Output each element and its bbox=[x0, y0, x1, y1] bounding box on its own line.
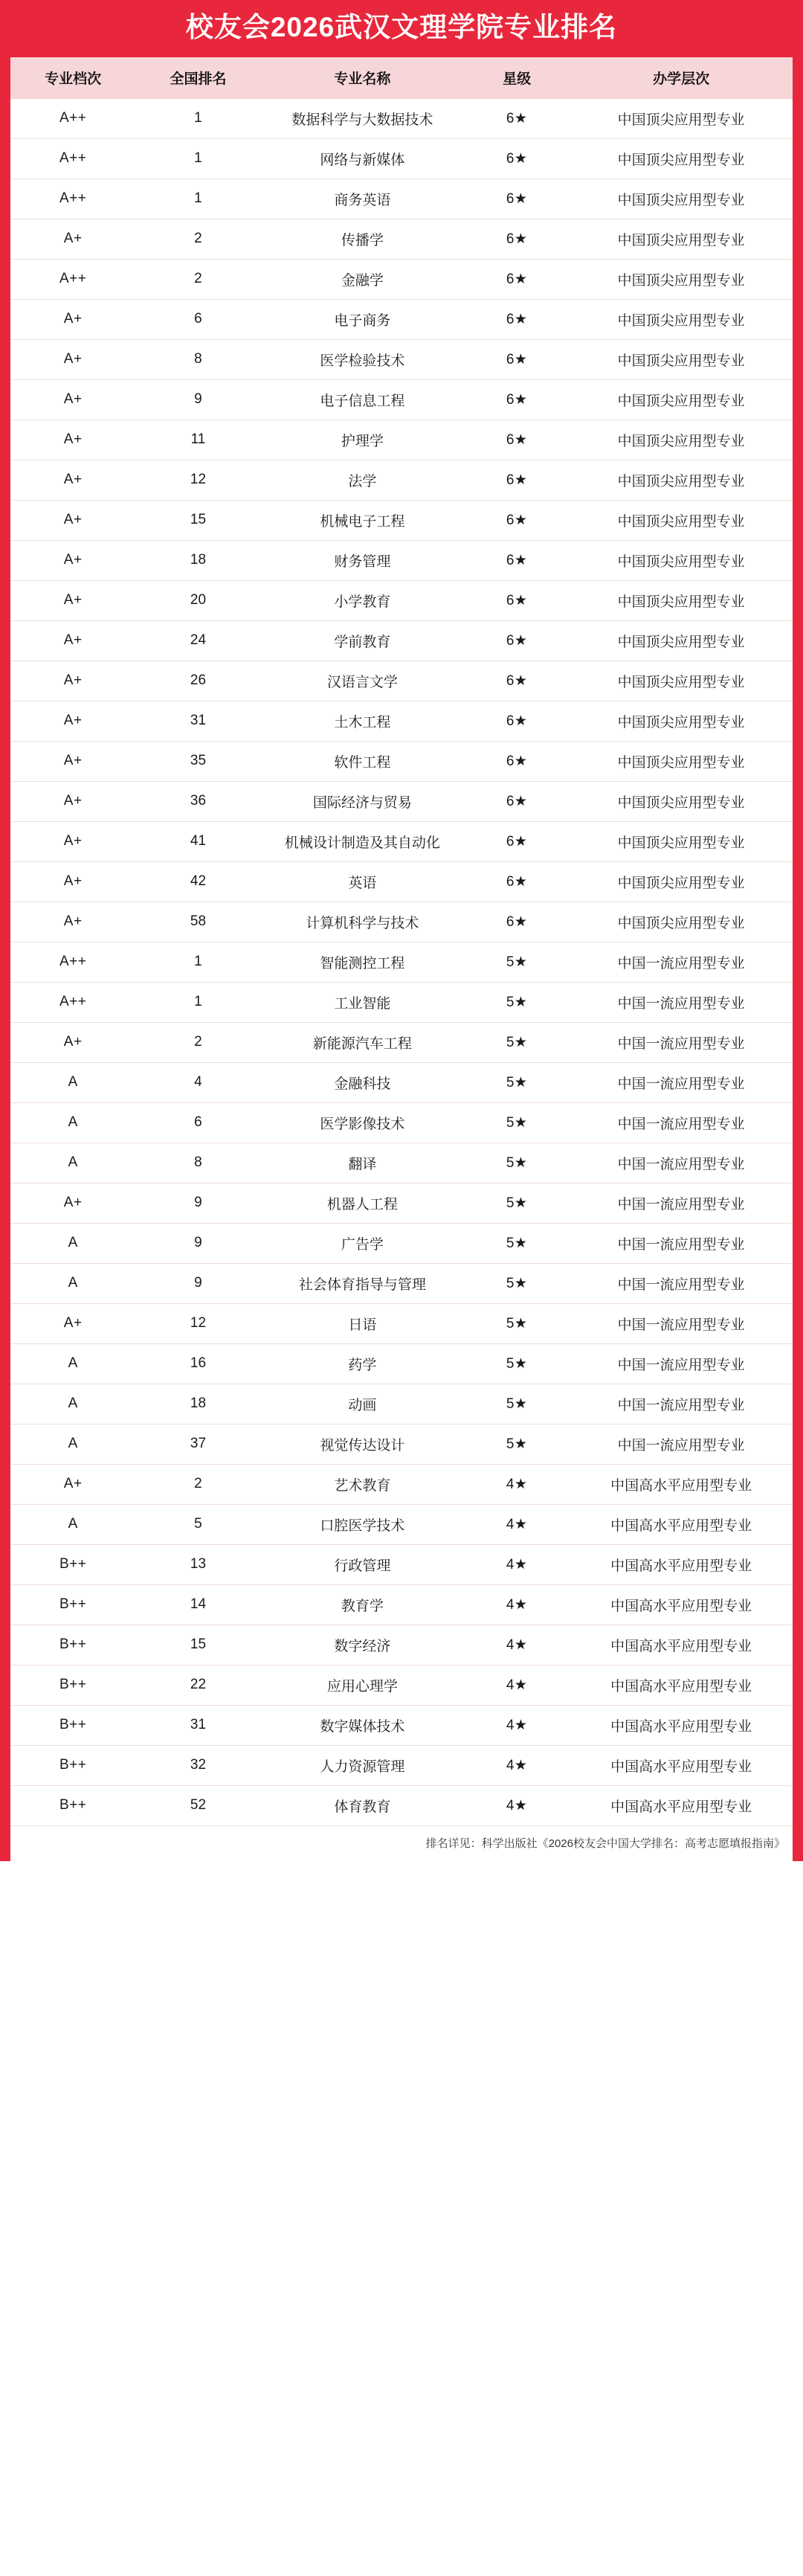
cell-star-level: 6★ bbox=[464, 661, 570, 701]
table-row bbox=[10, 1665, 793, 1705]
cell-major-name: 英语 bbox=[261, 861, 465, 902]
cell-major-name: 网络与新媒体 bbox=[261, 138, 465, 179]
table-row bbox=[10, 1464, 793, 1504]
table-row bbox=[10, 1183, 793, 1223]
cell-tier: 中国顶尖应用型专业 bbox=[570, 219, 793, 259]
cell-grade: B++ bbox=[10, 1544, 135, 1584]
cell-star-level: 4★ bbox=[464, 1625, 570, 1665]
table-row bbox=[10, 339, 793, 379]
cell-national-rank: 41 bbox=[135, 821, 260, 861]
cell-grade: A+ bbox=[10, 902, 135, 942]
cell-star-level: 5★ bbox=[464, 1183, 570, 1223]
cell-tier: 中国一流应用型专业 bbox=[570, 1223, 793, 1263]
cell-grade: A+ bbox=[10, 379, 135, 420]
cell-star-level: 6★ bbox=[464, 379, 570, 420]
table-row bbox=[10, 1022, 793, 1062]
cell-national-rank: 18 bbox=[135, 1384, 260, 1424]
cell-star-level: 5★ bbox=[464, 1143, 570, 1183]
column-header-star-level: 星级 bbox=[464, 57, 570, 99]
cell-star-level: 5★ bbox=[464, 1343, 570, 1384]
cell-tier: 中国顶尖应用型专业 bbox=[570, 259, 793, 299]
cell-grade: A+ bbox=[10, 781, 135, 821]
table-row bbox=[10, 379, 793, 420]
cell-major-name: 动画 bbox=[261, 1384, 465, 1424]
cell-star-level: 6★ bbox=[464, 861, 570, 902]
cell-major-name: 商务英语 bbox=[261, 179, 465, 219]
table-row bbox=[10, 98, 793, 138]
table-header-row bbox=[10, 57, 793, 99]
cell-national-rank: 1 bbox=[135, 982, 260, 1022]
cell-national-rank: 2 bbox=[135, 259, 260, 299]
cell-tier: 中国顶尖应用型专业 bbox=[570, 420, 793, 460]
cell-star-level: 4★ bbox=[464, 1544, 570, 1584]
cell-star-level: 5★ bbox=[464, 1263, 570, 1303]
cell-tier: 中国高水平应用型专业 bbox=[570, 1464, 793, 1504]
cell-star-level: 6★ bbox=[464, 339, 570, 379]
cell-star-level: 6★ bbox=[464, 420, 570, 460]
cell-major-name: 计算机科学与技术 bbox=[261, 902, 465, 942]
cell-grade: A bbox=[10, 1384, 135, 1424]
table-row bbox=[10, 1263, 793, 1303]
cell-major-name: 金融科技 bbox=[261, 1062, 465, 1102]
table-row bbox=[10, 902, 793, 942]
column-header-tier: 办学层次 bbox=[570, 57, 793, 99]
cell-major-name: 传播学 bbox=[261, 219, 465, 259]
cell-tier: 中国一流应用型专业 bbox=[570, 1183, 793, 1223]
cell-national-rank: 35 bbox=[135, 741, 260, 781]
cell-national-rank: 13 bbox=[135, 1544, 260, 1584]
cell-major-name: 土木工程 bbox=[261, 701, 465, 741]
table-row bbox=[10, 1625, 793, 1665]
cell-grade: A+ bbox=[10, 219, 135, 259]
cell-grade: A+ bbox=[10, 339, 135, 379]
cell-national-rank: 8 bbox=[135, 1143, 260, 1183]
cell-star-level: 6★ bbox=[464, 259, 570, 299]
cell-major-name: 行政管理 bbox=[261, 1544, 465, 1584]
table-row bbox=[10, 781, 793, 821]
table-row bbox=[10, 982, 793, 1022]
cell-grade: A+ bbox=[10, 1022, 135, 1062]
cell-national-rank: 2 bbox=[135, 1464, 260, 1504]
cell-tier: 中国一流应用型专业 bbox=[570, 1102, 793, 1143]
cell-major-name: 新能源汽车工程 bbox=[261, 1022, 465, 1062]
cell-national-rank: 26 bbox=[135, 661, 260, 701]
cell-grade: A+ bbox=[10, 1464, 135, 1504]
cell-grade: A bbox=[10, 1424, 135, 1464]
cell-tier: 中国顶尖应用型专业 bbox=[570, 179, 793, 219]
cell-national-rank: 58 bbox=[135, 902, 260, 942]
cell-major-name: 机器人工程 bbox=[261, 1183, 465, 1223]
cell-grade: A bbox=[10, 1143, 135, 1183]
cell-grade: A bbox=[10, 1223, 135, 1263]
cell-national-rank: 14 bbox=[135, 1584, 260, 1625]
cell-national-rank: 22 bbox=[135, 1665, 260, 1705]
cell-national-rank: 8 bbox=[135, 339, 260, 379]
cell-major-name: 数据科学与大数据技术 bbox=[261, 98, 465, 138]
cell-major-name: 机械设计制造及其自动化 bbox=[261, 821, 465, 861]
ranking-table bbox=[10, 57, 793, 1826]
cell-grade: B++ bbox=[10, 1665, 135, 1705]
cell-star-level: 6★ bbox=[464, 741, 570, 781]
cell-major-name: 学前教育 bbox=[261, 620, 465, 661]
cell-grade: A bbox=[10, 1102, 135, 1143]
cell-major-name: 机械电子工程 bbox=[261, 500, 465, 540]
cell-major-name: 小学教育 bbox=[261, 580, 465, 620]
cell-tier: 中国高水平应用型专业 bbox=[570, 1504, 793, 1544]
table-row bbox=[10, 179, 793, 219]
cell-star-level: 6★ bbox=[464, 299, 570, 339]
cell-national-rank: 31 bbox=[135, 701, 260, 741]
table-row bbox=[10, 1584, 793, 1625]
cell-star-level: 4★ bbox=[464, 1785, 570, 1825]
cell-major-name: 数字经济 bbox=[261, 1625, 465, 1665]
table-row bbox=[10, 1705, 793, 1745]
cell-tier: 中国一流应用型专业 bbox=[570, 1263, 793, 1303]
cell-grade: B++ bbox=[10, 1785, 135, 1825]
cell-national-rank: 12 bbox=[135, 460, 260, 500]
cell-national-rank: 15 bbox=[135, 1625, 260, 1665]
table-row bbox=[10, 741, 793, 781]
cell-national-rank: 9 bbox=[135, 1183, 260, 1223]
table-row bbox=[10, 1062, 793, 1102]
table-row bbox=[10, 299, 793, 339]
cell-star-level: 6★ bbox=[464, 701, 570, 741]
table-row bbox=[10, 1102, 793, 1143]
cell-tier: 中国顶尖应用型专业 bbox=[570, 299, 793, 339]
table-row bbox=[10, 1745, 793, 1785]
table-row bbox=[10, 861, 793, 902]
table-row bbox=[10, 1544, 793, 1584]
cell-national-rank: 32 bbox=[135, 1745, 260, 1785]
table-row bbox=[10, 500, 793, 540]
cell-tier: 中国顶尖应用型专业 bbox=[570, 339, 793, 379]
cell-national-rank: 20 bbox=[135, 580, 260, 620]
cell-major-name: 财务管理 bbox=[261, 540, 465, 580]
cell-grade: A++ bbox=[10, 942, 135, 982]
table-header bbox=[10, 57, 793, 99]
table-row bbox=[10, 219, 793, 259]
cell-national-rank: 5 bbox=[135, 1504, 260, 1544]
cell-grade: A+ bbox=[10, 861, 135, 902]
cell-tier: 中国一流应用型专业 bbox=[570, 1062, 793, 1102]
cell-grade: A++ bbox=[10, 179, 135, 219]
cell-star-level: 6★ bbox=[464, 179, 570, 219]
cell-major-name: 国际经济与贸易 bbox=[261, 781, 465, 821]
cell-tier: 中国顶尖应用型专业 bbox=[570, 620, 793, 661]
cell-grade: A bbox=[10, 1343, 135, 1384]
cell-star-level: 4★ bbox=[464, 1504, 570, 1544]
cell-national-rank: 1 bbox=[135, 138, 260, 179]
cell-major-name: 口腔医学技术 bbox=[261, 1504, 465, 1544]
cell-national-rank: 6 bbox=[135, 1102, 260, 1143]
cell-star-level: 6★ bbox=[464, 500, 570, 540]
cell-national-rank: 1 bbox=[135, 179, 260, 219]
cell-major-name: 应用心理学 bbox=[261, 1665, 465, 1705]
cell-major-name: 电子商务 bbox=[261, 299, 465, 339]
cell-major-name: 医学检验技术 bbox=[261, 339, 465, 379]
cell-star-level: 6★ bbox=[464, 540, 570, 580]
cell-grade: A+ bbox=[10, 460, 135, 500]
cell-grade: A+ bbox=[10, 661, 135, 701]
cell-grade: A+ bbox=[10, 1183, 135, 1223]
table-row bbox=[10, 259, 793, 299]
table-row bbox=[10, 1384, 793, 1424]
table-row bbox=[10, 1303, 793, 1343]
cell-major-name: 汉语言文学 bbox=[261, 661, 465, 701]
cell-national-rank: 4 bbox=[135, 1062, 260, 1102]
cell-grade: A++ bbox=[10, 259, 135, 299]
cell-grade: A bbox=[10, 1062, 135, 1102]
cell-tier: 中国顶尖应用型专业 bbox=[570, 902, 793, 942]
cell-grade: A+ bbox=[10, 420, 135, 460]
cell-star-level: 5★ bbox=[464, 1022, 570, 1062]
cell-national-rank: 2 bbox=[135, 1022, 260, 1062]
cell-star-level: 5★ bbox=[464, 1062, 570, 1102]
cell-tier: 中国一流应用型专业 bbox=[570, 1143, 793, 1183]
table-row bbox=[10, 661, 793, 701]
cell-national-rank: 24 bbox=[135, 620, 260, 661]
table-row bbox=[10, 1504, 793, 1544]
footnote: 排名详见：科学出版社《2026校友会中国大学排名：高考志愿填报指南》 bbox=[425, 1837, 785, 1850]
cell-star-level: 6★ bbox=[464, 580, 570, 620]
cell-tier: 中国高水平应用型专业 bbox=[570, 1665, 793, 1705]
cell-tier: 中国高水平应用型专业 bbox=[570, 1745, 793, 1785]
table-row bbox=[10, 1343, 793, 1384]
cell-star-level: 5★ bbox=[464, 1384, 570, 1424]
cell-tier: 中国顶尖应用型专业 bbox=[570, 379, 793, 420]
cell-star-level: 5★ bbox=[464, 1102, 570, 1143]
cell-national-rank: 15 bbox=[135, 500, 260, 540]
cell-tier: 中国顶尖应用型专业 bbox=[570, 781, 793, 821]
cell-major-name: 护理学 bbox=[261, 420, 465, 460]
cell-tier: 中国顶尖应用型专业 bbox=[570, 98, 793, 138]
cell-major-name: 工业智能 bbox=[261, 982, 465, 1022]
cell-major-name: 数字媒体技术 bbox=[261, 1705, 465, 1745]
cell-star-level: 6★ bbox=[464, 620, 570, 661]
cell-grade: A bbox=[10, 1504, 135, 1544]
cell-grade: B++ bbox=[10, 1745, 135, 1785]
cell-tier: 中国顶尖应用型专业 bbox=[570, 138, 793, 179]
cell-tier: 中国顶尖应用型专业 bbox=[570, 701, 793, 741]
cell-star-level: 5★ bbox=[464, 982, 570, 1022]
cell-tier: 中国顶尖应用型专业 bbox=[570, 460, 793, 500]
cell-national-rank: 9 bbox=[135, 1263, 260, 1303]
cell-national-rank: 18 bbox=[135, 540, 260, 580]
cell-tier: 中国顶尖应用型专业 bbox=[570, 540, 793, 580]
cell-national-rank: 9 bbox=[135, 379, 260, 420]
cell-tier: 中国顶尖应用型专业 bbox=[570, 500, 793, 540]
cell-tier: 中国高水平应用型专业 bbox=[570, 1705, 793, 1745]
cell-national-rank: 12 bbox=[135, 1303, 260, 1343]
cell-star-level: 6★ bbox=[464, 138, 570, 179]
cell-grade: A+ bbox=[10, 620, 135, 661]
cell-tier: 中国一流应用型专业 bbox=[570, 1022, 793, 1062]
cell-national-rank: 36 bbox=[135, 781, 260, 821]
cell-national-rank: 31 bbox=[135, 1705, 260, 1745]
table-row bbox=[10, 138, 793, 179]
cell-grade: A++ bbox=[10, 98, 135, 138]
cell-major-name: 软件工程 bbox=[261, 741, 465, 781]
cell-national-rank: 6 bbox=[135, 299, 260, 339]
cell-star-level: 4★ bbox=[464, 1705, 570, 1745]
cell-tier: 中国顶尖应用型专业 bbox=[570, 741, 793, 781]
cell-star-level: 4★ bbox=[464, 1464, 570, 1504]
cell-grade: A+ bbox=[10, 500, 135, 540]
cell-grade: A+ bbox=[10, 1303, 135, 1343]
cell-major-name: 法学 bbox=[261, 460, 465, 500]
cell-major-name: 翻译 bbox=[261, 1143, 465, 1183]
cell-grade: A++ bbox=[10, 982, 135, 1022]
cell-star-level: 6★ bbox=[464, 821, 570, 861]
cell-star-level: 5★ bbox=[464, 1223, 570, 1263]
cell-major-name: 艺术教育 bbox=[261, 1464, 465, 1504]
cell-grade: B++ bbox=[10, 1625, 135, 1665]
cell-grade: A+ bbox=[10, 540, 135, 580]
cell-grade: A+ bbox=[10, 821, 135, 861]
cell-tier: 中国顶尖应用型专业 bbox=[570, 661, 793, 701]
cell-national-rank: 9 bbox=[135, 1223, 260, 1263]
cell-major-name: 视觉传达设计 bbox=[261, 1424, 465, 1464]
page-inner bbox=[10, 0, 793, 1861]
table-row bbox=[10, 1785, 793, 1825]
cell-national-rank: 1 bbox=[135, 942, 260, 982]
cell-tier: 中国高水平应用型专业 bbox=[570, 1544, 793, 1584]
cell-national-rank: 1 bbox=[135, 98, 260, 138]
cell-tier: 中国高水平应用型专业 bbox=[570, 1584, 793, 1625]
table-row bbox=[10, 942, 793, 982]
cell-star-level: 4★ bbox=[464, 1584, 570, 1625]
cell-tier: 中国一流应用型专业 bbox=[570, 1303, 793, 1343]
cell-tier: 中国一流应用型专业 bbox=[570, 1384, 793, 1424]
cell-star-level: 6★ bbox=[464, 460, 570, 500]
cell-star-level: 4★ bbox=[464, 1665, 570, 1705]
cell-grade: A+ bbox=[10, 741, 135, 781]
table-row bbox=[10, 1424, 793, 1464]
cell-grade: B++ bbox=[10, 1705, 135, 1745]
cell-tier: 中国一流应用型专业 bbox=[570, 1424, 793, 1464]
cell-star-level: 6★ bbox=[464, 219, 570, 259]
table-body bbox=[10, 98, 793, 1825]
cell-grade: B++ bbox=[10, 1584, 135, 1625]
cell-star-level: 5★ bbox=[464, 942, 570, 982]
cell-major-name: 教育学 bbox=[261, 1584, 465, 1625]
column-header-national-rank: 全国排名 bbox=[135, 57, 260, 99]
cell-major-name: 社会体育指导与管理 bbox=[261, 1263, 465, 1303]
cell-tier: 中国顶尖应用型专业 bbox=[570, 580, 793, 620]
cell-national-rank: 37 bbox=[135, 1424, 260, 1464]
table-row bbox=[10, 821, 793, 861]
column-header-major-name: 专业名称 bbox=[261, 57, 465, 99]
cell-grade: A bbox=[10, 1263, 135, 1303]
cell-grade: A+ bbox=[10, 580, 135, 620]
cell-major-name: 金融学 bbox=[261, 259, 465, 299]
cell-tier: 中国高水平应用型专业 bbox=[570, 1785, 793, 1825]
cell-tier: 中国一流应用型专业 bbox=[570, 982, 793, 1022]
table-row bbox=[10, 580, 793, 620]
cell-grade: A++ bbox=[10, 138, 135, 179]
cell-major-name: 医学影像技术 bbox=[261, 1102, 465, 1143]
cell-tier: 中国一流应用型专业 bbox=[570, 1343, 793, 1384]
cell-star-level: 6★ bbox=[464, 902, 570, 942]
cell-major-name: 药学 bbox=[261, 1343, 465, 1384]
cell-major-name: 人力资源管理 bbox=[261, 1745, 465, 1785]
cell-national-rank: 11 bbox=[135, 420, 260, 460]
table-row bbox=[10, 540, 793, 580]
cell-star-level: 4★ bbox=[464, 1745, 570, 1785]
cell-grade: A+ bbox=[10, 299, 135, 339]
cell-grade: A+ bbox=[10, 701, 135, 741]
cell-major-name: 电子信息工程 bbox=[261, 379, 465, 420]
page-title: 校友会2026武汉文理学院专业排名 bbox=[10, 0, 793, 57]
table-row bbox=[10, 1223, 793, 1263]
cell-national-rank: 42 bbox=[135, 861, 260, 902]
cell-major-name: 日语 bbox=[261, 1303, 465, 1343]
table-row bbox=[10, 420, 793, 460]
cell-tier: 中国高水平应用型专业 bbox=[570, 1625, 793, 1665]
cell-major-name: 体育教育 bbox=[261, 1785, 465, 1825]
cell-national-rank: 2 bbox=[135, 219, 260, 259]
cell-tier: 中国顶尖应用型专业 bbox=[570, 821, 793, 861]
cell-star-level: 6★ bbox=[464, 781, 570, 821]
table-row bbox=[10, 620, 793, 661]
table-row bbox=[10, 1143, 793, 1183]
cell-national-rank: 52 bbox=[135, 1785, 260, 1825]
table-row bbox=[10, 460, 793, 500]
column-header-grade: 专业档次 bbox=[10, 57, 135, 99]
cell-major-name: 广告学 bbox=[261, 1223, 465, 1263]
cell-tier: 中国一流应用型专业 bbox=[570, 942, 793, 982]
table-row bbox=[10, 701, 793, 741]
cell-national-rank: 16 bbox=[135, 1343, 260, 1384]
cell-star-level: 5★ bbox=[464, 1424, 570, 1464]
cell-star-level: 6★ bbox=[464, 98, 570, 138]
cell-tier: 中国顶尖应用型专业 bbox=[570, 861, 793, 902]
cell-major-name: 智能测控工程 bbox=[261, 942, 465, 982]
cell-star-level: 5★ bbox=[464, 1303, 570, 1343]
